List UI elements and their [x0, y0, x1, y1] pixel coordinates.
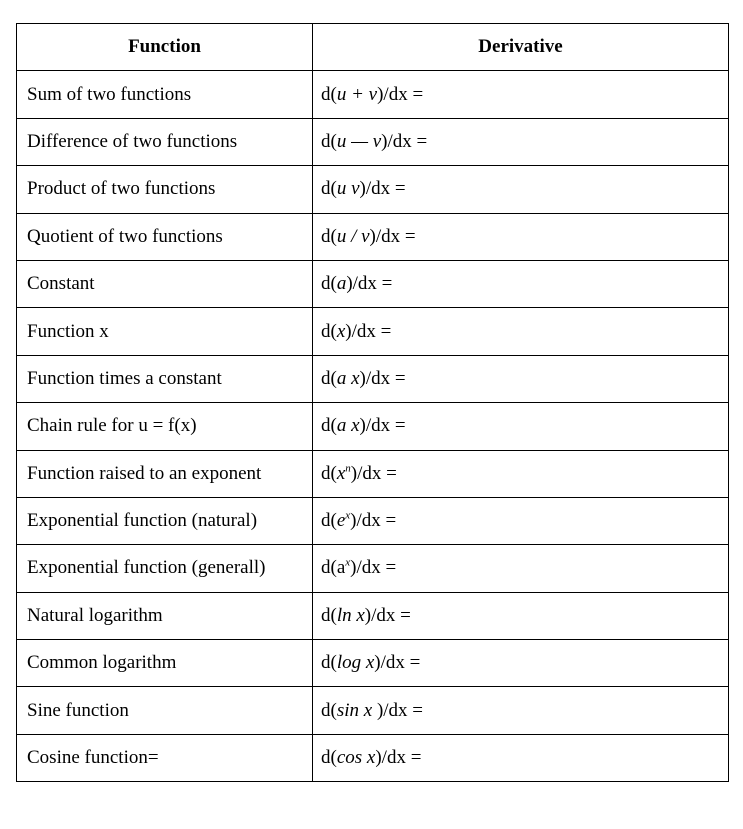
header-row: [17, 24, 729, 71]
expression-part: )/dx =: [381, 130, 428, 152]
expression-part: )/dx =: [350, 462, 397, 484]
expression-part: d(: [321, 130, 337, 152]
expression-part: )/dx =: [377, 83, 424, 105]
function-name-cell: Quotient of two functions: [17, 213, 313, 260]
expression-part: x: [336, 320, 346, 342]
expression-part: a x: [336, 415, 360, 437]
function-name-cell: Difference of two functions: [17, 118, 313, 165]
function-name-cell: Common logarithm: [17, 640, 313, 687]
derivative-expression-cell: [313, 308, 729, 355]
expression-part: d(: [321, 178, 337, 200]
derivative-expression-cell: [313, 71, 729, 118]
expression-part: d(: [321, 320, 337, 342]
expression-part: u / v: [336, 225, 370, 247]
expression-part: d(: [321, 462, 337, 484]
expression-part: d(: [321, 747, 337, 769]
expression-part: )/dx =: [364, 604, 411, 626]
derivative-expression-cell: [313, 687, 729, 734]
table-row: [17, 260, 729, 307]
function-name-cell: Function x: [17, 308, 313, 355]
derivative-expression-cell: [313, 640, 729, 687]
expression-part: )/dx =: [359, 178, 406, 200]
expression-superscript: x: [345, 557, 351, 570]
table-row: [17, 213, 729, 260]
expression-part: x: [336, 462, 346, 484]
expression-part: a x: [336, 367, 360, 389]
derivatives-table: [16, 23, 729, 782]
expression-part: u + v: [336, 83, 378, 105]
expression-part: u — v: [336, 130, 382, 152]
derivative-expression-cell: [313, 450, 729, 497]
expression-part: d(: [321, 699, 337, 721]
table-row: [17, 687, 729, 734]
function-name-cell: Constant: [17, 260, 313, 307]
function-name-cell: Product of two functions: [17, 166, 313, 213]
expression-part: d(: [321, 652, 337, 674]
table-body: [17, 71, 729, 782]
function-name-cell: Exponential function (generall): [17, 545, 313, 592]
expression-part: d(: [321, 604, 337, 626]
function-name-cell: Sum of two functions: [17, 71, 313, 118]
expression-superscript: n: [345, 462, 351, 475]
expression-superscript: x: [345, 509, 351, 522]
expression-part: sin x: [336, 699, 373, 721]
function-name-cell: Function raised to an exponent: [17, 450, 313, 497]
expression-part: )/dx =: [369, 225, 416, 247]
expression-part: d(: [321, 510, 337, 532]
table-row: [17, 166, 729, 213]
expression-part: d(: [321, 225, 337, 247]
derivative-expression-cell: [313, 403, 729, 450]
function-name-cell: Natural logarithm: [17, 592, 313, 639]
expression-part: d(: [321, 367, 337, 389]
table-row: [17, 450, 729, 497]
expression-part: )/dx =: [350, 510, 397, 532]
table-row: [17, 308, 729, 355]
derivative-expression-cell: [313, 497, 729, 544]
derivative-expression-cell: [313, 592, 729, 639]
table-row: [17, 497, 729, 544]
expression-part: u v: [336, 178, 360, 200]
expression-part: d(a: [321, 557, 346, 579]
function-name-cell: Function times a constant: [17, 355, 313, 402]
expression-part: log x: [336, 652, 375, 674]
derivative-expression-cell: [313, 260, 729, 307]
function-name-cell: Exponential function (natural): [17, 497, 313, 544]
expression-part: )/dx =: [350, 557, 397, 579]
table-row: [17, 71, 729, 118]
table-row: [17, 734, 729, 781]
table-row: [17, 545, 729, 592]
function-name-cell: Chain rule for u = f(x): [17, 403, 313, 450]
derivative-expression-cell: [313, 118, 729, 165]
expression-part: )/dx =: [359, 367, 406, 389]
table-row: [17, 403, 729, 450]
derivative-expression-cell: [313, 355, 729, 402]
expression-part: )/dx =: [374, 652, 421, 674]
expression-part: e: [336, 510, 346, 532]
table-row: [17, 640, 729, 687]
expression-part: )/dx =: [345, 320, 392, 342]
derivative-expression-cell: [313, 213, 729, 260]
expression-part: )/dx =: [359, 415, 406, 437]
expression-part: cos x: [336, 747, 376, 769]
table-row: [17, 118, 729, 165]
table-row: [17, 355, 729, 402]
derivative-expression-cell: [313, 734, 729, 781]
expression-part: d(: [321, 415, 337, 437]
derivative-expression-cell: [313, 166, 729, 213]
derivative-expression-cell: [313, 545, 729, 592]
function-name-cell: Cosine function=: [17, 734, 313, 781]
expression-part: )/dx =: [375, 747, 422, 769]
expression-part: a: [336, 273, 347, 295]
expression-part: d(: [321, 83, 337, 105]
expression-part: ln x: [336, 604, 365, 626]
table-row: [17, 592, 729, 639]
function-name-cell: Sine function: [17, 687, 313, 734]
header-function: Function: [17, 24, 313, 71]
header-derivative: Derivative: [313, 24, 729, 71]
expression-part: )/dx =: [372, 699, 424, 721]
expression-part: d(: [321, 273, 337, 295]
expression-part: )/dx =: [346, 273, 393, 295]
